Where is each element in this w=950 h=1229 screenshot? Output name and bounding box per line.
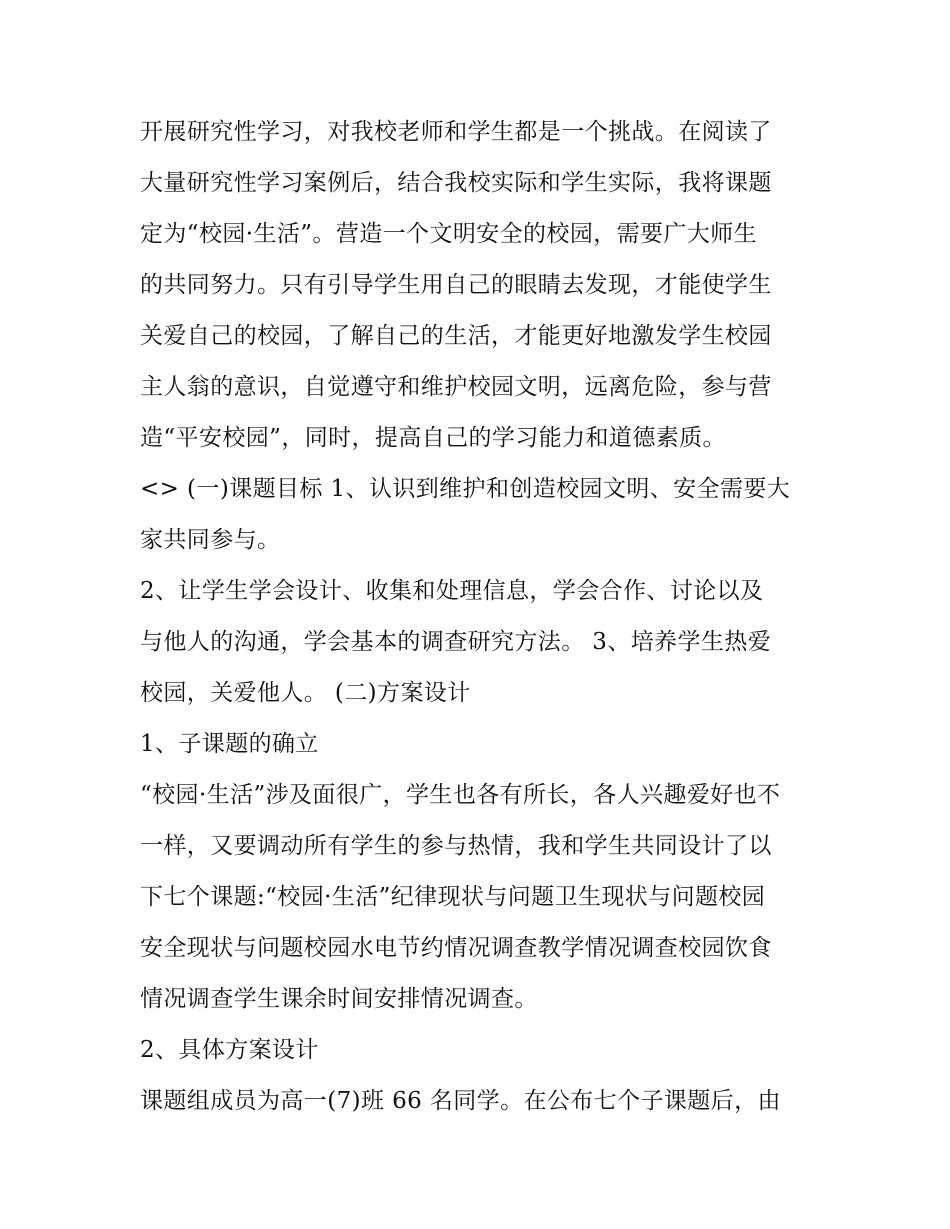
text-line: 大量研究性学习案例后，结合我校实际和学生实际，我将课题 — [140, 170, 772, 196]
text-line: 的共同努力。只有引导学生用自己的眼睛去发现，才能使学生 — [140, 272, 772, 298]
text-line: 2、具体方案设计 — [140, 1037, 319, 1063]
text-line: 开展研究性学习，对我校老师和学生都是一个挑战。在阅读了 — [140, 119, 772, 145]
text-line: 1、子课题的确立 — [140, 731, 319, 757]
text-line: “校园·生活”涉及面很广，学生也各有所长，各人兴趣爱好也不 — [140, 782, 781, 808]
text-line: 主人翁的意识，自觉遵守和维护校园文明，远离危险，参与营 — [140, 374, 772, 400]
text-line: 家共同参与。 — [140, 527, 281, 553]
text-line: 一样，又要调动所有学生的参与热情，我和学生共同设计了以 — [140, 833, 772, 859]
text-line: 与他人的沟通，学会基本的调查研究方法。 3、培养学生热爱 — [140, 629, 772, 655]
text-line: 情况调查学生课余时间安排情况调查。 — [140, 986, 538, 1012]
text-line: 校园，关爱他人。 (二)方案设计 — [140, 680, 471, 706]
text-line: 定为“校园·生活”。营造一个文明安全的校园，需要广大师生 — [140, 221, 758, 247]
text-line: 安全现状与问题校园水电节约情况调查教学情况调查校园饮食 — [140, 935, 772, 961]
text-line: 下七个课题:“校园·生活”纪律现状与问题卫生现状与问题校园 — [140, 884, 766, 910]
text-line: <> (一)课题目标 1、认识到维护和创造校园文明、安全需要大 — [140, 476, 791, 502]
text-line: 2、让学生学会设计、收集和处理信息，学会合作、讨论以及 — [140, 578, 764, 604]
document-body — [140, 107, 820, 1127]
text-line: 造“平安校园”，同时，提高自己的学习能力和道德素质。 — [140, 425, 726, 451]
text-line: 关爱自己的校园，了解自己的生活，才能更好地激发学生校园 — [140, 323, 772, 349]
text-line: 课题组成员为高一(7)班 66 名同学。在公布七个子课题后，由 — [140, 1088, 781, 1114]
